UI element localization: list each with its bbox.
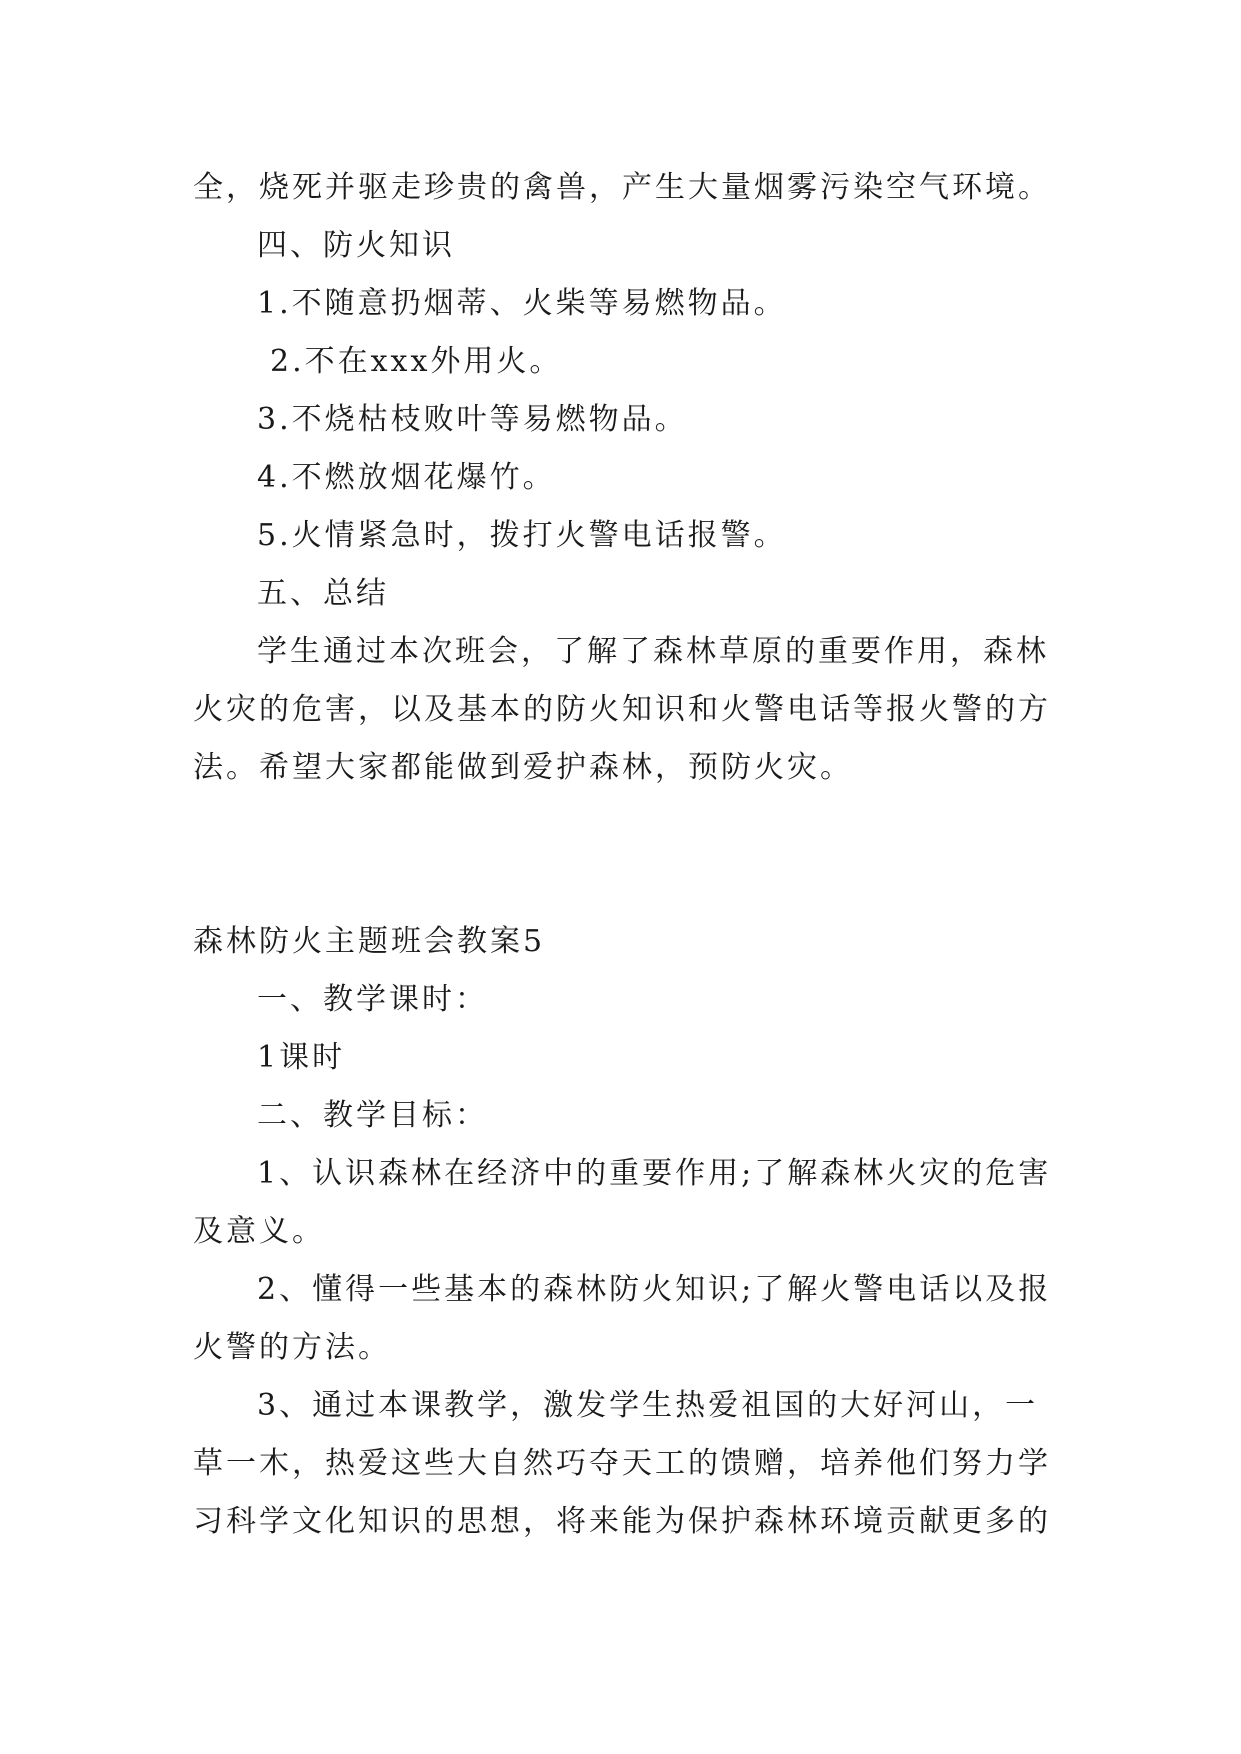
list-item-5: 5.火情紧急时，拨打火警电话报警。	[257, 518, 787, 553]
paragraph-continuation: 全，烧死并驱走珍贵的禽兽，产生大量烟雾污染空气环境。	[193, 170, 1051, 205]
objective-3-line-1: 3、通过本课教学，激发学生热爱祖国的大好河山，一	[257, 1388, 1039, 1423]
lesson-plan-title: 森林防火主题班会教案5	[193, 924, 546, 959]
section-heading-objectives: 二、教学目标：	[257, 1098, 488, 1133]
list-item-4: 4.不燃放烟花爆竹。	[257, 460, 556, 495]
section-heading-class-hours: 一、教学课时：	[257, 982, 488, 1017]
objective-1-line-2: 及意义。	[193, 1214, 325, 1249]
section-heading-summary: 五、总结	[257, 576, 389, 611]
objective-3-line-2: 草一木，热爱这些大自然巧夺天工的馈赠，培养他们努力学	[193, 1446, 1051, 1481]
objective-2-line-1: 2、懂得一些基本的森林防火知识;了解火警电话以及报	[257, 1272, 1052, 1307]
class-hours-value: 1课时	[257, 1040, 346, 1075]
objective-2-line-2: 火警的方法。	[193, 1330, 391, 1365]
list-item-2: 2.不在xxx外用火。	[270, 344, 563, 379]
list-item-1: 1.不随意扔烟蒂、火柴等易燃物品。	[257, 286, 787, 321]
section-heading-fire-prevention: 四、防火知识	[257, 228, 455, 263]
objective-1-line-1: 1、认识森林在经济中的重要作用;了解森林火灾的危害	[257, 1156, 1052, 1191]
summary-line-1: 学生通过本次班会，了解了森林草原的重要作用，森林	[257, 634, 1049, 669]
objective-3-line-3: 习科学文化知识的思想，将来能为保护森林环境贡献更多的	[193, 1504, 1051, 1539]
summary-line-2: 火灾的危害，以及基本的防火知识和火警电话等报火警的方	[193, 692, 1051, 727]
list-item-3: 3.不烧枯枝败叶等易燃物品。	[257, 402, 688, 437]
summary-line-3: 法。希望大家都能做到爱护森林，预防火灾。	[193, 750, 853, 785]
